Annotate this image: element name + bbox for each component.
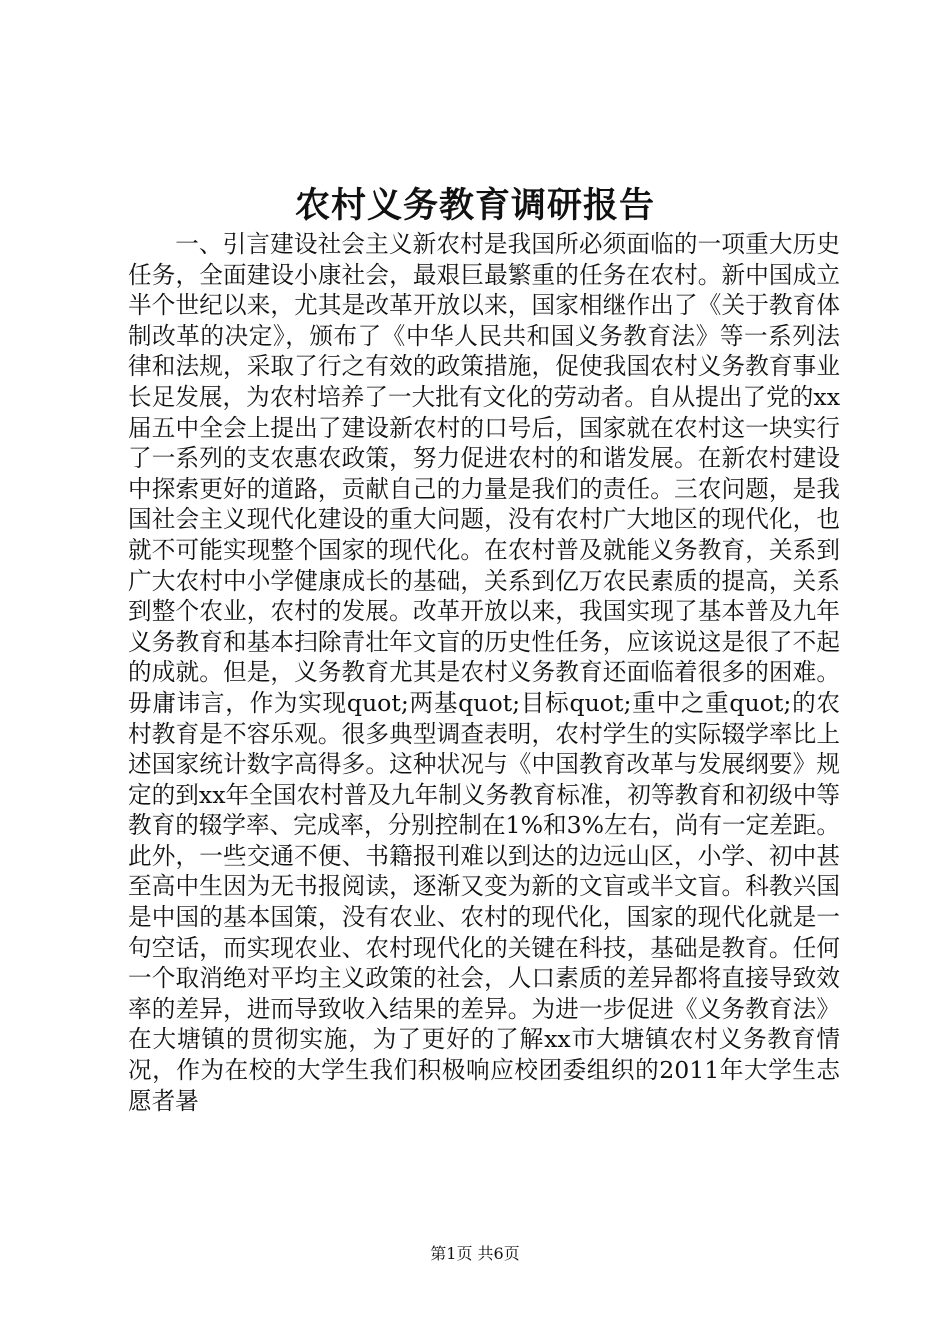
document-title: 农村义务教育调研报告 [294,185,655,226]
page-number-footer: 第1页 共6页 [430,1244,520,1263]
body-paragraph: 一、引言建设社会主义新农村是我国所必须面临的一项重大历史任务，全面建设小康社会，最艰巨最繁重的任务在农村。新中国成立半个世纪以来，尤其是改革开放以来，国家相继作出了《关于教育体制改革的决定》，颁布了《中华人民共和国义务教育法》等一系列法律和法规，采取了行之有效的政策措施，促使我国农村义务教育事业长足发展，为农村培养了一大批有文化的劳动者。自从提出了党的xx届五中全会上提出了建设新农村的口号后，国家就在农村这一块实行了一系列的支农惠农政策，努力促进农村的和谐发展。在新农村建设中探索更好的道路，贡献自己的力量是我们的责任。三农问题，是我国社会主义现代化建设的重大问题，没有农村广大地区的现代化，也就不可能实现整个国家的现代化。在农村普及就能义务教育，关系到广大农村中小学健康成长的基础，关系到亿万农民素质的提高，关系到整个农业，农村的发展。改革开放以来，我国实现了基本普及九年义务教育和基本扫除青壮年文盲的历史性任务，应该说这是很了不起的成就。但是，义务教育尤其是农村义务教育还面临着很多的困难。毋庸讳言，作为实现quot;两基quot;目标quot;重中之重quot;的农村教育是不容乐观。很多典型调查表明，农村学生的实际辍学率比上述国家统计数字高得多。这种状况与《中国教育改革与发展纲要》规定的到xx年全国农村普及九年制义务教育标准，初等教育和初级中等教育的辍学率、完成率，分别控制在1%和3%左右，尚有一定差距。此外，一些交通不便、书籍报刊难以到达的边远山区，小学、初中甚至高中生因为无书报阅读，逐渐又变为新的文盲或半文盲。科教兴国是中国的基本国策，没有农业、农村的现代化，国家的现代化就是一句空话，而实现农业、农村现代化的关键在科技，基础是教育。任何一个取消绝对平均主义政策的社会，人口素质的差异都将直接导致效率的差异，进而导致收入结果的差异。为进一步促进《义务教育法》在大塘镇的贯彻实施，为了更好的了解xx市大塘镇农村义务教育情况，作为在校的大学生我们积极响应校团委组织的2011年大学生志愿者暑 [128,230,840,1115]
